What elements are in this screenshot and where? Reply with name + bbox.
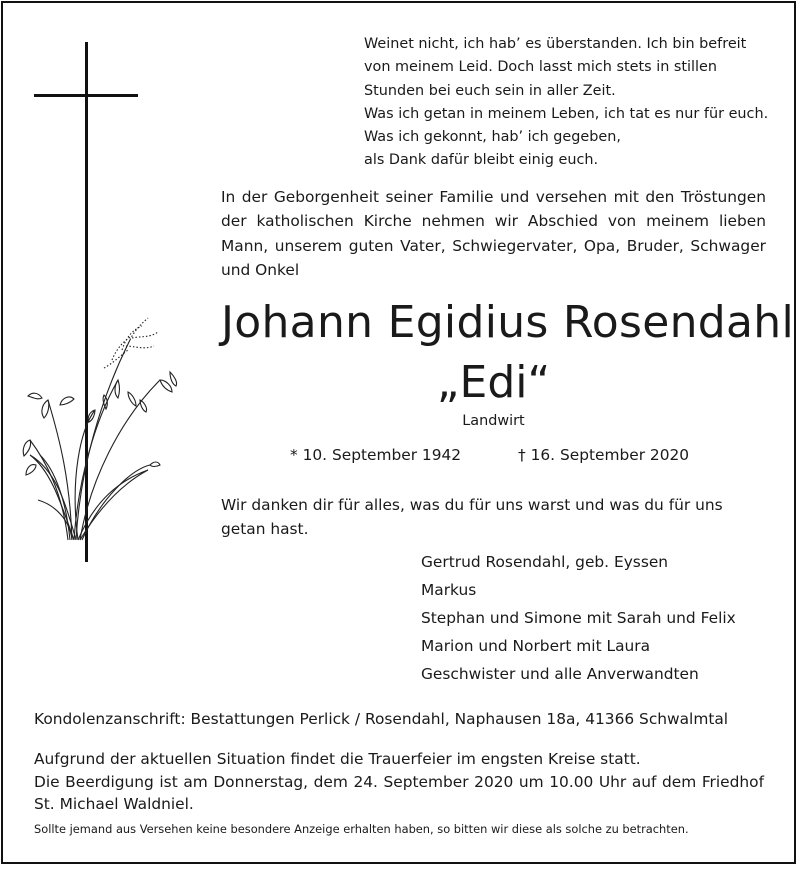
thanks-paragraph: Wir danken dir für alles, was du für uns warst und was du für uns getan hast. xyxy=(221,496,723,539)
small-print: Sollte jemand aus Versehen keine besondere Anzeige erhalten haben, so bitten wir diese als solche zu betrachten. xyxy=(34,822,689,836)
poem-line: Was ich getan in meinem Leben, ich tat es nur für euch. xyxy=(364,105,769,122)
deceased-occupation: Landwirt xyxy=(462,413,525,429)
notice-line: Aufgrund der aktuellen Situation findet die Trauerfeier im engsten Kreise statt. xyxy=(34,750,641,768)
poem-line: Weinet nicht, ich hab’ es überstanden. Ich bin befreit xyxy=(364,36,747,52)
poem-line: als Dank dafür bleibt einig euch. xyxy=(364,152,599,169)
death-date: † 16. September 2020 xyxy=(518,446,690,464)
cross-icon xyxy=(34,42,138,562)
mourners-list xyxy=(421,548,736,688)
mourner-item: Stephan und Simone mit Sarah und Felix xyxy=(421,609,736,627)
poem-line: von meinem Leid. Doch lasst mich stets in stillen xyxy=(364,59,718,76)
poem-line: Was ich gekonnt, hab’ ich gegeben, xyxy=(364,129,621,146)
notice-line: Die Beerdigung ist am Donnerstag, dem 24. September 2020 um 10.00 Uhr auf dem Friedhof St. Michael Waldniel. xyxy=(34,772,764,814)
poem xyxy=(364,33,774,173)
mourner-item: Marion und Norbert mit Laura xyxy=(421,637,651,655)
deceased-name: Johann Egidius Rosendahl xyxy=(221,297,795,348)
mourner-item: Geschwister und alle Anverwandten xyxy=(421,665,699,683)
mourner-item: Gertrud Rosendahl, geb. Eyssen xyxy=(421,553,669,571)
deceased-nickname: „Edi“ xyxy=(436,357,551,408)
cross-and-grass-illustration xyxy=(0,0,200,580)
condolence-address: Kondolenzanschrift: Bestattungen Perlick / Rosendahl, Naphausen 18a, 41366 Schwalmtal xyxy=(34,710,729,728)
mourner-item: Markus xyxy=(421,581,477,599)
poem-line: Stunden bei euch sein in aller Zeit. xyxy=(364,82,616,99)
birth-date: * 10. September 1942 xyxy=(290,446,462,464)
oat-grass-illustration xyxy=(23,318,176,540)
funeral-notice xyxy=(34,748,764,816)
intro-paragraph: In der Geborgenheit seiner Familie und versehen mit den Tröstungen der katholischen Kirche nehmen wir Abschied von meinem lieben Mann, unserem guten Vater, Schwiegervater, Opa, Bruder, Schwager und Onkel xyxy=(221,188,766,280)
